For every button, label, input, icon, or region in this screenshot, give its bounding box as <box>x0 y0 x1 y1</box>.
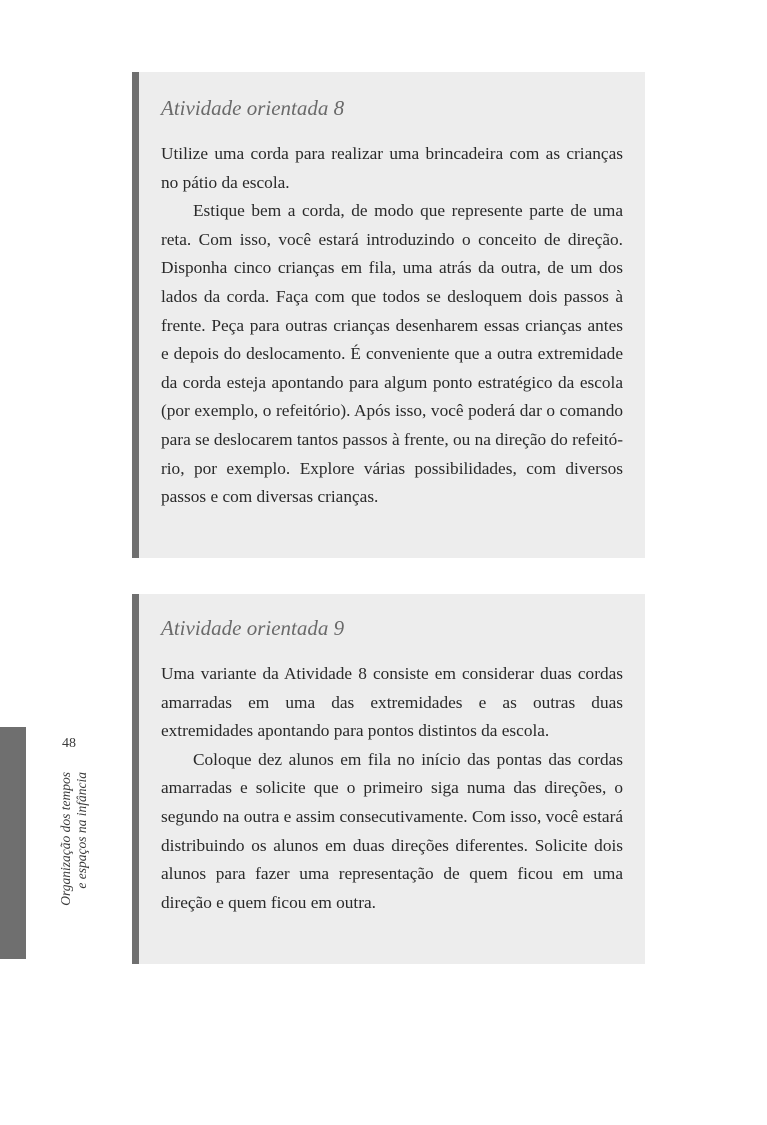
activity-title: Atividade orientada 8 <box>161 96 345 120</box>
running-title <box>58 772 98 922</box>
running-title-line: Organização dos tempos <box>58 772 73 906</box>
activity-box-9 <box>132 594 645 964</box>
page-number: 48 <box>62 736 76 751</box>
activity-paragraph: Utilize uma corda para realizar uma brincadeira com as crianças no pátio da escola. <box>161 144 623 192</box>
activity-title: Atividade orientada 9 <box>161 616 345 640</box>
activity-paragraph: Uma variante da Atividade 8 consiste em considerar duas cordas amarradas em uma das extremidades e as outras duas extremidades apontando para pontos distintos da escola. <box>161 664 623 741</box>
activity-paragraph: Estique bem a corda, de modo que represente parte de uma reta. Com isso, você estará introduzindo o conceito de direção. Disponha cinco crianças em fila, uma atrás da outra, de um dos lados da corda. Faça com que todos se desloquem dois passos à frente. Peça para outras crianças desenharem essas crianças antes e depois do deslocamento. É conveniente que a outra extremidade da corda esteja apontando para algum ponto estratégico da escola (por exemplo, o refeitório). Após isso, você poderá dar o comando para se deslocarem tantos passos à frente, ou na direção do refeitório, por exemplo. Explore várias possibilidades, com diversos passos e com diversas crianças. <box>161 201 623 507</box>
running-title-line: e espaços na infância <box>74 772 89 889</box>
side-tab-marker <box>0 727 26 959</box>
activity-paragraph: Coloque dez alunos em fila no início das pontas das cordas amarradas e solicite que o primeiro siga numa das direções, o segundo na outra e assim consecutivamente. Com isso, você estará distribuindo os alunos em duas direções diferentes. Solicite dois alunos para fazer uma representação de quem ficou em uma direção e quem ficou em outra. <box>161 749 623 912</box>
activity-box-8 <box>132 72 645 558</box>
